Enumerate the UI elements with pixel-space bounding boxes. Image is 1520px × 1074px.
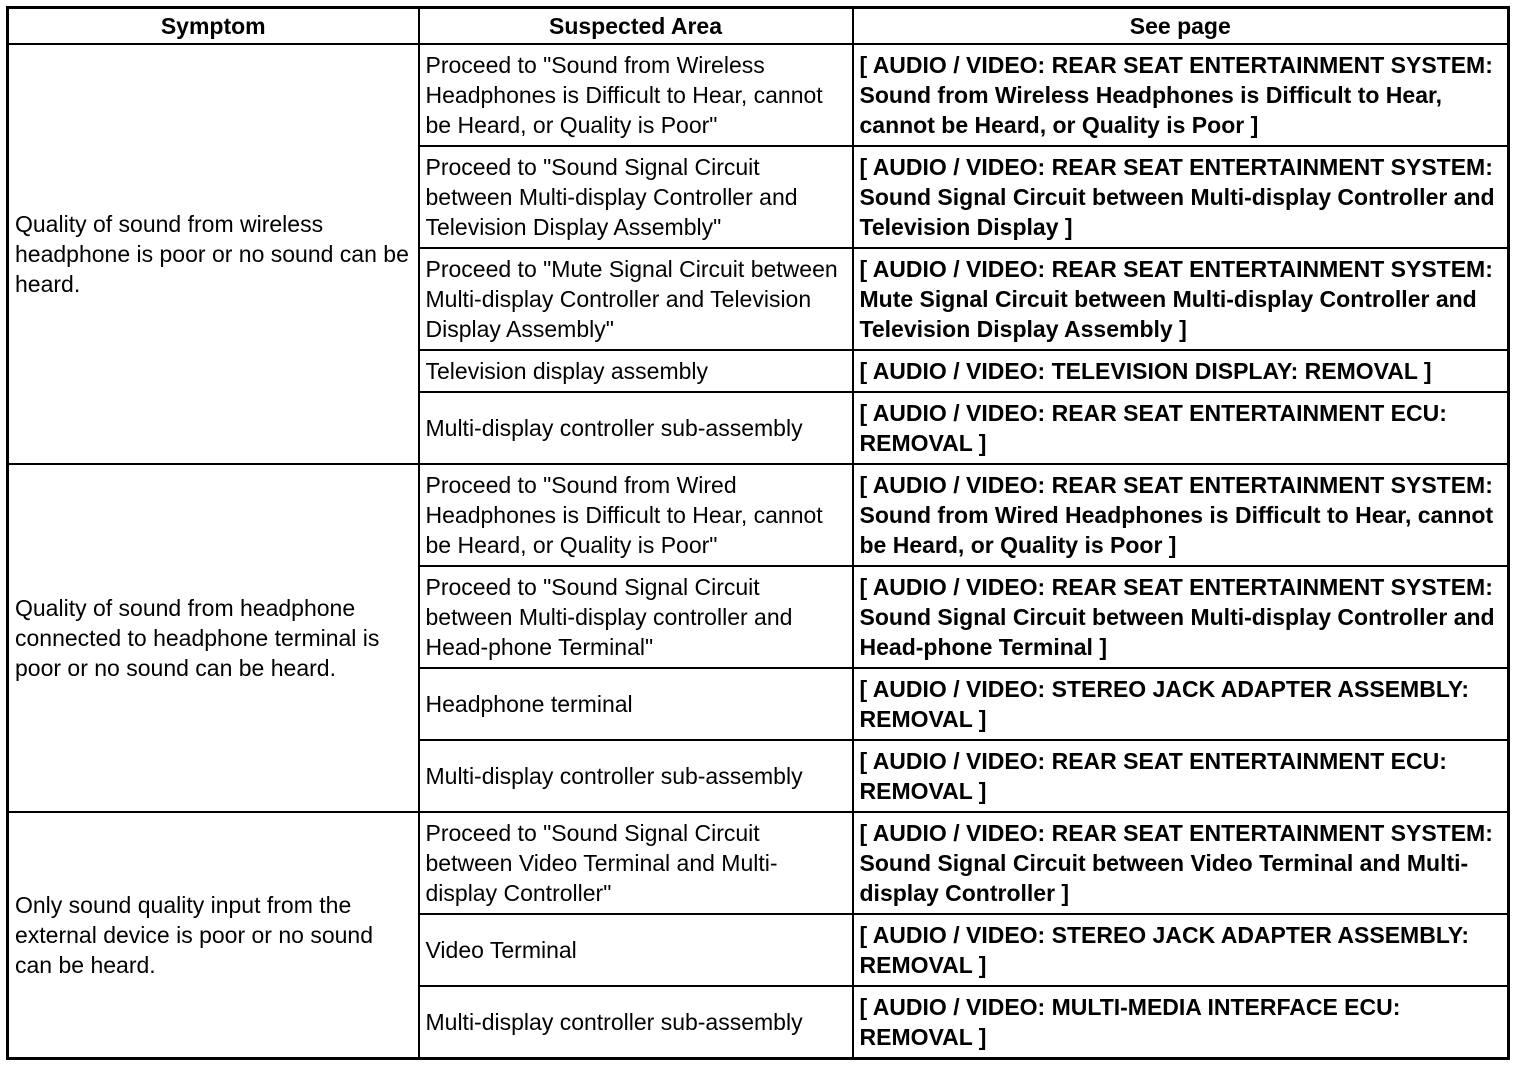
see-page-link[interactable]: [ AUDIO / VIDEO: REAR SEAT ENTERTAINMENT SYSTEM: Sound Signal Circuit between Multi-display Controller and Television Display ]	[853, 146, 1509, 248]
see-page-link[interactable]: [ AUDIO / VIDEO: REAR SEAT ENTERTAINMENT SYSTEM: Sound Signal Circuit between Video Terminal and Multi-display Controller ]	[853, 812, 1509, 914]
see-page-link[interactable]: [ AUDIO / VIDEO: REAR SEAT ENTERTAINMENT SYSTEM: Mute Signal Circuit between Multi-display Controller and Television Display Assembly ]	[853, 248, 1509, 350]
see-page-link[interactable]: [ AUDIO / VIDEO: STEREO JACK ADAPTER ASSEMBLY: REMOVAL ]	[853, 914, 1509, 986]
suspected-area-cell: Proceed to "Sound Signal Circuit between Video Terminal and Multi-display Controller"	[419, 812, 853, 914]
symptom-cell: Only sound quality input from the external device is poor or no sound can be heard.	[8, 812, 419, 1058]
table-row	[8, 44, 1509, 146]
troubleshooting-table	[6, 6, 1510, 1060]
see-page-link[interactable]: [ AUDIO / VIDEO: STEREO JACK ADAPTER ASSEMBLY: REMOVAL ]	[853, 668, 1509, 740]
suspected-area-cell: Proceed to "Mute Signal Circuit between Multi-display Controller and Television Display Assembly"	[419, 248, 853, 350]
see-page-link[interactable]: [ AUDIO / VIDEO: REAR SEAT ENTERTAINMENT SYSTEM: Sound from Wireless Headphones is Difficult to Hear, cannot be Heard, or Quality is Poor ]	[853, 44, 1509, 146]
see-page-link[interactable]: [ AUDIO / VIDEO: TELEVISION DISPLAY: REMOVAL ]	[853, 350, 1509, 392]
suspected-area-cell: Multi-display controller sub-assembly	[419, 740, 853, 812]
header-suspected-area: Suspected Area	[419, 8, 853, 45]
header-symptom: Symptom	[8, 8, 419, 45]
suspected-area-cell: Proceed to "Sound from Wired Headphones is Difficult to Hear, cannot be Heard, or Quality is Poor"	[419, 464, 853, 566]
see-page-link[interactable]: [ AUDIO / VIDEO: REAR SEAT ENTERTAINMENT ECU: REMOVAL ]	[853, 392, 1509, 464]
suspected-area-cell: Television display assembly	[419, 350, 853, 392]
suspected-area-cell: Video Terminal	[419, 914, 853, 986]
suspected-area-cell: Multi-display controller sub-assembly	[419, 392, 853, 464]
header-see-page: See page	[853, 8, 1509, 45]
suspected-area-cell: Multi-display controller sub-assembly	[419, 986, 853, 1058]
suspected-area-cell: Proceed to "Sound Signal Circuit between Multi-display controller and Head-phone Terminal"	[419, 566, 853, 668]
see-page-link[interactable]: [ AUDIO / VIDEO: MULTI-MEDIA INTERFACE ECU: REMOVAL ]	[853, 986, 1509, 1058]
see-page-link[interactable]: [ AUDIO / VIDEO: REAR SEAT ENTERTAINMENT ECU: REMOVAL ]	[853, 740, 1509, 812]
see-page-link[interactable]: [ AUDIO / VIDEO: REAR SEAT ENTERTAINMENT SYSTEM: Sound from Wired Headphones is Difficult to Hear, cannot be Heard, or Quality is Poor ]	[853, 464, 1509, 566]
header-row	[8, 8, 1509, 45]
see-page-link[interactable]: [ AUDIO / VIDEO: REAR SEAT ENTERTAINMENT SYSTEM: Sound Signal Circuit between Multi-display Controller and Head-phone Terminal ]	[853, 566, 1509, 668]
suspected-area-cell: Proceed to "Sound from Wireless Headphones is Difficult to Hear, cannot be Heard, or Quality is Poor"	[419, 44, 853, 146]
symptom-cell: Quality of sound from wireless headphone is poor or no sound can be heard.	[8, 44, 419, 464]
suspected-area-cell: Proceed to "Sound Signal Circuit between Multi-display Controller and Television Display Assembly"	[419, 146, 853, 248]
symptom-cell: Quality of sound from headphone connected to headphone terminal is poor or no sound can be heard.	[8, 464, 419, 812]
suspected-area-cell: Headphone terminal	[419, 668, 853, 740]
table-row	[8, 464, 1509, 566]
table-row	[8, 812, 1509, 914]
